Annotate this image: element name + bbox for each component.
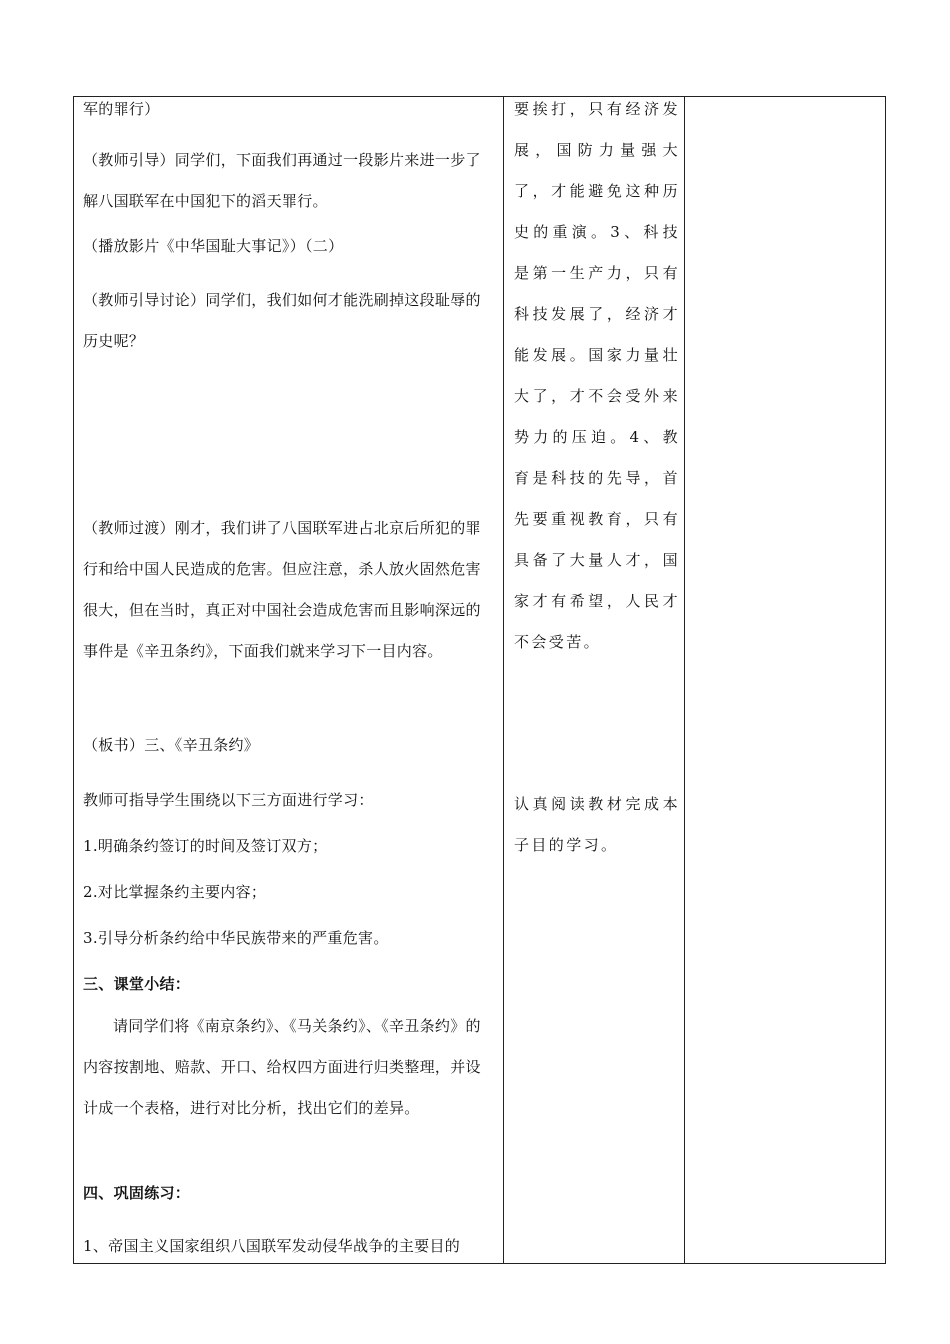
main-paragraph-7: 教师可指导学生围绕以下三方面进行学习： [83, 791, 374, 809]
lesson-plan-table [73, 96, 886, 1264]
main-paragraph-2: （教师引导）同学们，下面我们再通过一段影片来进一步了解八国联军在中国犯下的滔天罪行。 [83, 151, 481, 210]
column-divider-2 [684, 97, 685, 1263]
section-heading-practice: 四、巩固练习： [83, 1184, 191, 1202]
student-paragraph-1: 要挨打，只有经济发展，国防力量强大了，才能避免这种历史的重演。3、科技是第一生产力，只有科技发展了，经济才能发展。国家力量壮大了，才不会受外来势力的压迫。4、教育是科技的先导，首先要重视教育，只有具备了大量人才，国家才有希望，人民才不会受苦。 [514, 100, 680, 651]
main-paragraph-10: 3.引导分析条约给中华民族带来的严重危害。 [83, 929, 389, 947]
main-paragraph-12: 1、帝国主义国家组织八国联军发动侵华战争的主要目的 [83, 1237, 461, 1255]
main-paragraph-3: （播放影片《中华国耻大事记》）（二） [83, 237, 344, 255]
main-paragraph-5: （教师过渡）刚才，我们讲了八国联军进占北京后所犯的罪行和给中国人民造成的危害。但应注意，杀人放火固然危害很大，但在当时，真正对中国社会造成危害而且影响深远的事件是《辛丑条约》，下面我们就来学习下一目内容。 [83, 519, 481, 660]
main-paragraph-1: 军的罪行） [83, 100, 160, 118]
column-divider-1 [503, 97, 504, 1263]
student-paragraph-2: 认真阅读教材完成本子目的学习。 [514, 795, 680, 854]
main-paragraph-8: 1.明确条约签订的时间及签订双方； [83, 837, 328, 855]
main-paragraph-11: 请同学们将《南京条约》、《马关条约》、《辛丑条约》的内容按割地、赔款、开口、给权四方面进行归类整理，并设计成一个表格，进行对比分析，找出它们的差异。 [83, 1017, 481, 1117]
main-paragraph-4: （教师引导讨论）同学们，我们如何才能洗刷掉这段耻辱的历史呢？ [83, 291, 481, 350]
section-heading-summary: 三、课堂小结： [83, 975, 191, 993]
main-paragraph-9: 2.对比掌握条约主要内容； [83, 883, 267, 901]
main-paragraph-6: （板书）三、《辛丑条约》 [83, 736, 260, 754]
